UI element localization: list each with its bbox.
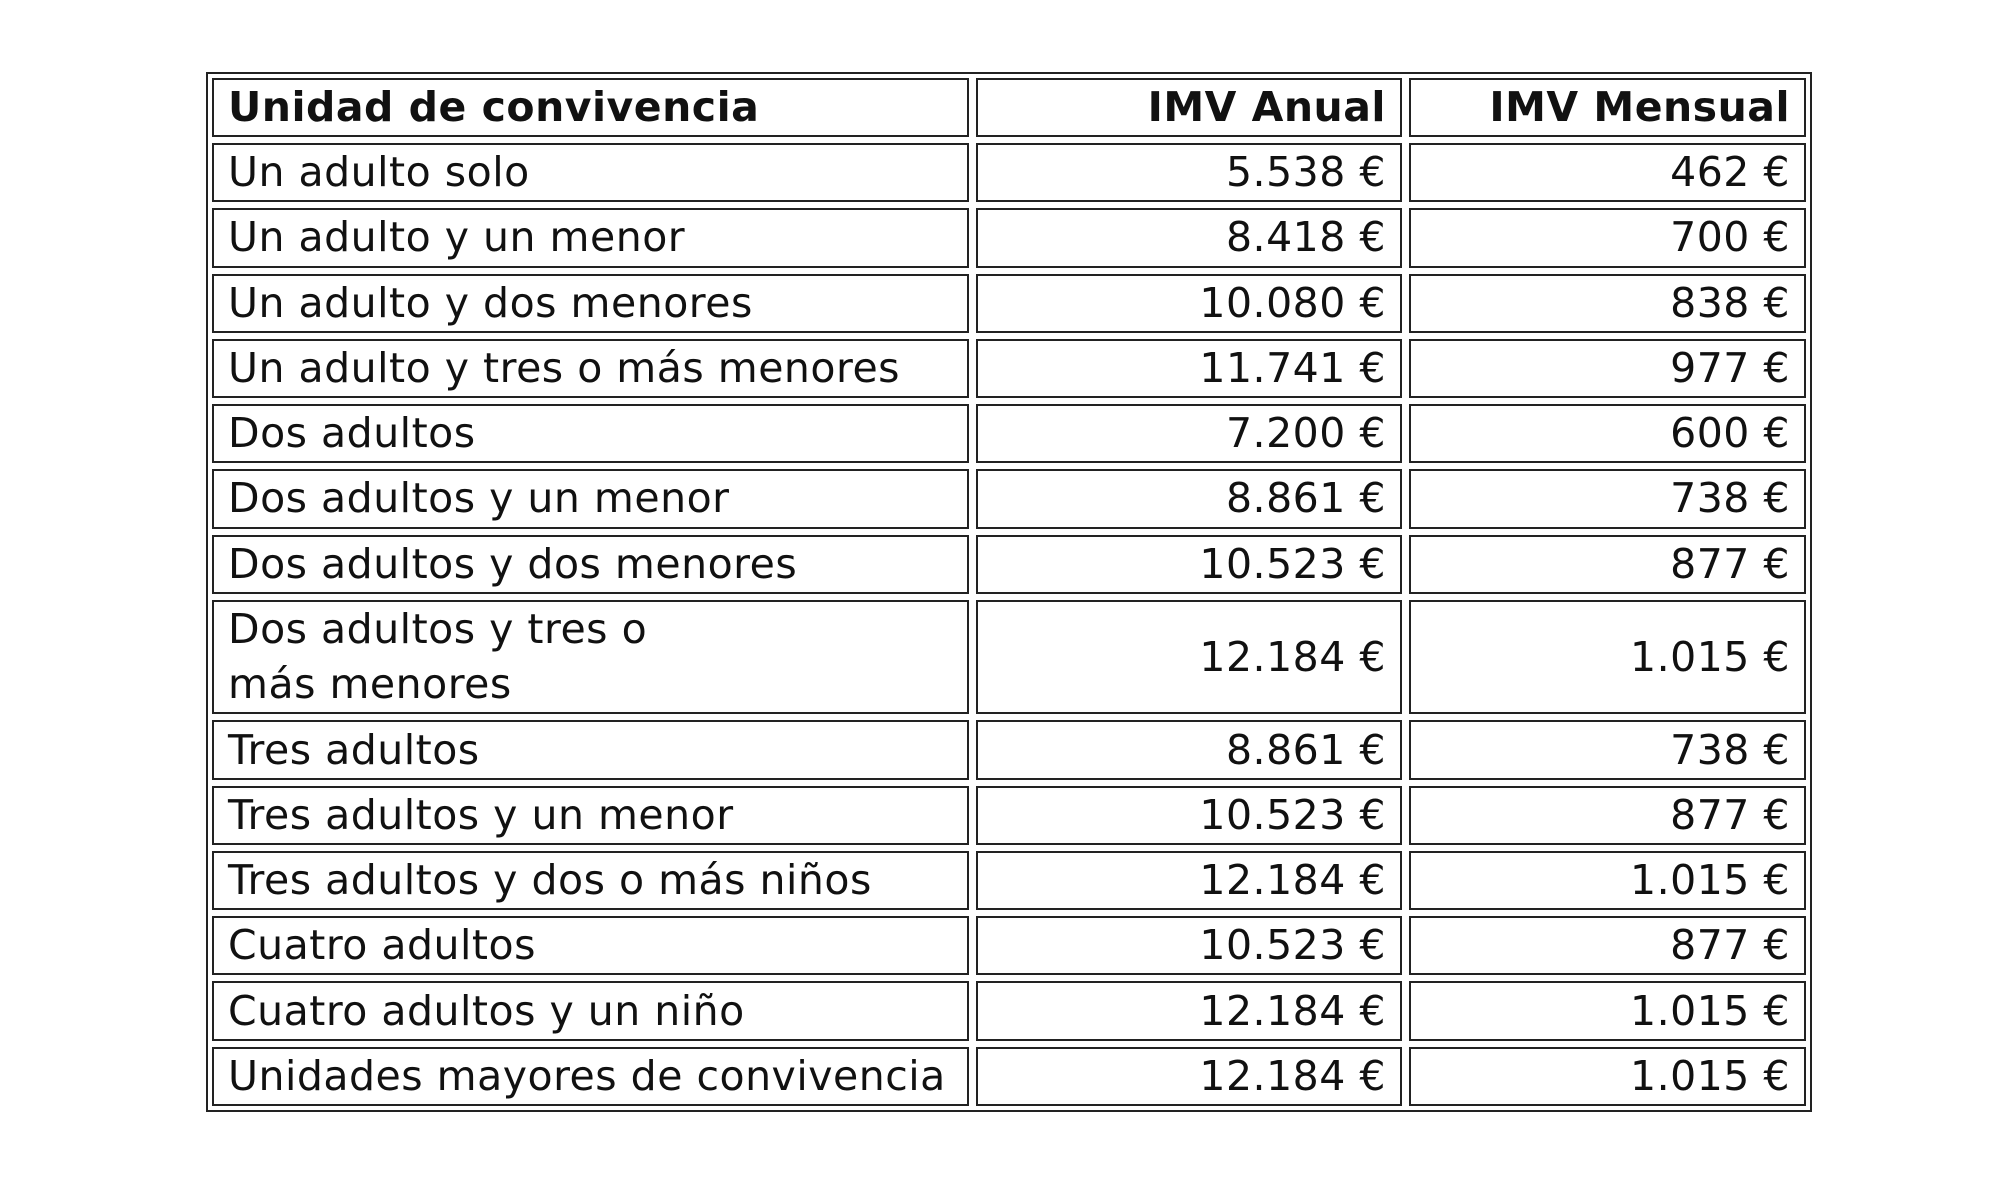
cell-anual: 10.523 € <box>976 916 1402 975</box>
cell-unidad: Cuatro adultos y un niño <box>212 981 969 1040</box>
cell-unidad: Tres adultos y dos o más niños <box>212 851 969 910</box>
table-row <box>212 274 1806 333</box>
cell-mensual: 738 € <box>1409 720 1806 779</box>
table-row <box>212 786 1806 845</box>
imv-table-frame <box>206 72 1812 1112</box>
cell-mensual: 838 € <box>1409 274 1806 333</box>
cell-anual: 5.538 € <box>976 143 1402 202</box>
cell-unidad: Dos adultos y tres o más menores <box>212 600 969 715</box>
table-row <box>212 600 1806 715</box>
table-row <box>212 469 1806 528</box>
cell-anual: 8.861 € <box>976 720 1402 779</box>
table-row <box>212 851 1806 910</box>
cell-mensual: 1.015 € <box>1409 600 1806 715</box>
cell-mensual: 1.015 € <box>1409 981 1806 1040</box>
cell-anual: 12.184 € <box>976 981 1402 1040</box>
cell-anual: 10.523 € <box>976 786 1402 845</box>
table-body <box>212 143 1806 1106</box>
cell-mensual: 977 € <box>1409 339 1806 398</box>
cell-unidad: Un adulto solo <box>212 143 969 202</box>
cell-mensual: 877 € <box>1409 535 1806 594</box>
table-row <box>212 981 1806 1040</box>
imv-table <box>205 72 1813 1112</box>
cell-anual: 12.184 € <box>976 1047 1402 1106</box>
cell-unidad: Unidades mayores de convivencia <box>212 1047 969 1106</box>
cell-unidad: Dos adultos <box>212 404 969 463</box>
cell-unidad: Un adulto y un menor <box>212 208 969 267</box>
header-unidad: Unidad de convivencia <box>212 78 969 137</box>
cell-mensual: 1.015 € <box>1409 1047 1806 1106</box>
cell-unidad: Tres adultos <box>212 720 969 779</box>
header-imv-anual: IMV Anual <box>976 78 1402 137</box>
table-row <box>212 339 1806 398</box>
table-row <box>212 535 1806 594</box>
table-row <box>212 1047 1806 1106</box>
cell-anual: 11.741 € <box>976 339 1402 398</box>
cell-unidad: Un adulto y dos menores <box>212 274 969 333</box>
table-row <box>212 916 1806 975</box>
cell-mensual: 600 € <box>1409 404 1806 463</box>
cell-mensual: 877 € <box>1409 786 1806 845</box>
cell-anual: 10.523 € <box>976 535 1402 594</box>
table-row <box>212 404 1806 463</box>
cell-mensual: 462 € <box>1409 143 1806 202</box>
cell-unidad: Tres adultos y un menor <box>212 786 969 845</box>
cell-mensual: 738 € <box>1409 469 1806 528</box>
cell-mensual: 700 € <box>1409 208 1806 267</box>
cell-anual: 8.418 € <box>976 208 1402 267</box>
table-row <box>212 143 1806 202</box>
cell-anual: 10.080 € <box>976 274 1402 333</box>
cell-anual: 12.184 € <box>976 851 1402 910</box>
cell-unidad: Dos adultos y dos menores <box>212 535 969 594</box>
header-imv-mensual: IMV Mensual <box>1409 78 1806 137</box>
table-row <box>212 720 1806 779</box>
cell-anual: 12.184 € <box>976 600 1402 715</box>
cell-mensual: 1.015 € <box>1409 851 1806 910</box>
table-header-row <box>212 78 1806 137</box>
cell-unidad: Un adulto y tres o más menores <box>212 339 969 398</box>
cell-anual: 7.200 € <box>976 404 1402 463</box>
cell-anual: 8.861 € <box>976 469 1402 528</box>
table-row <box>212 208 1806 267</box>
cell-unidad: Dos adultos y un menor <box>212 469 969 528</box>
cell-mensual: 877 € <box>1409 916 1806 975</box>
cell-unidad: Cuatro adultos <box>212 916 969 975</box>
